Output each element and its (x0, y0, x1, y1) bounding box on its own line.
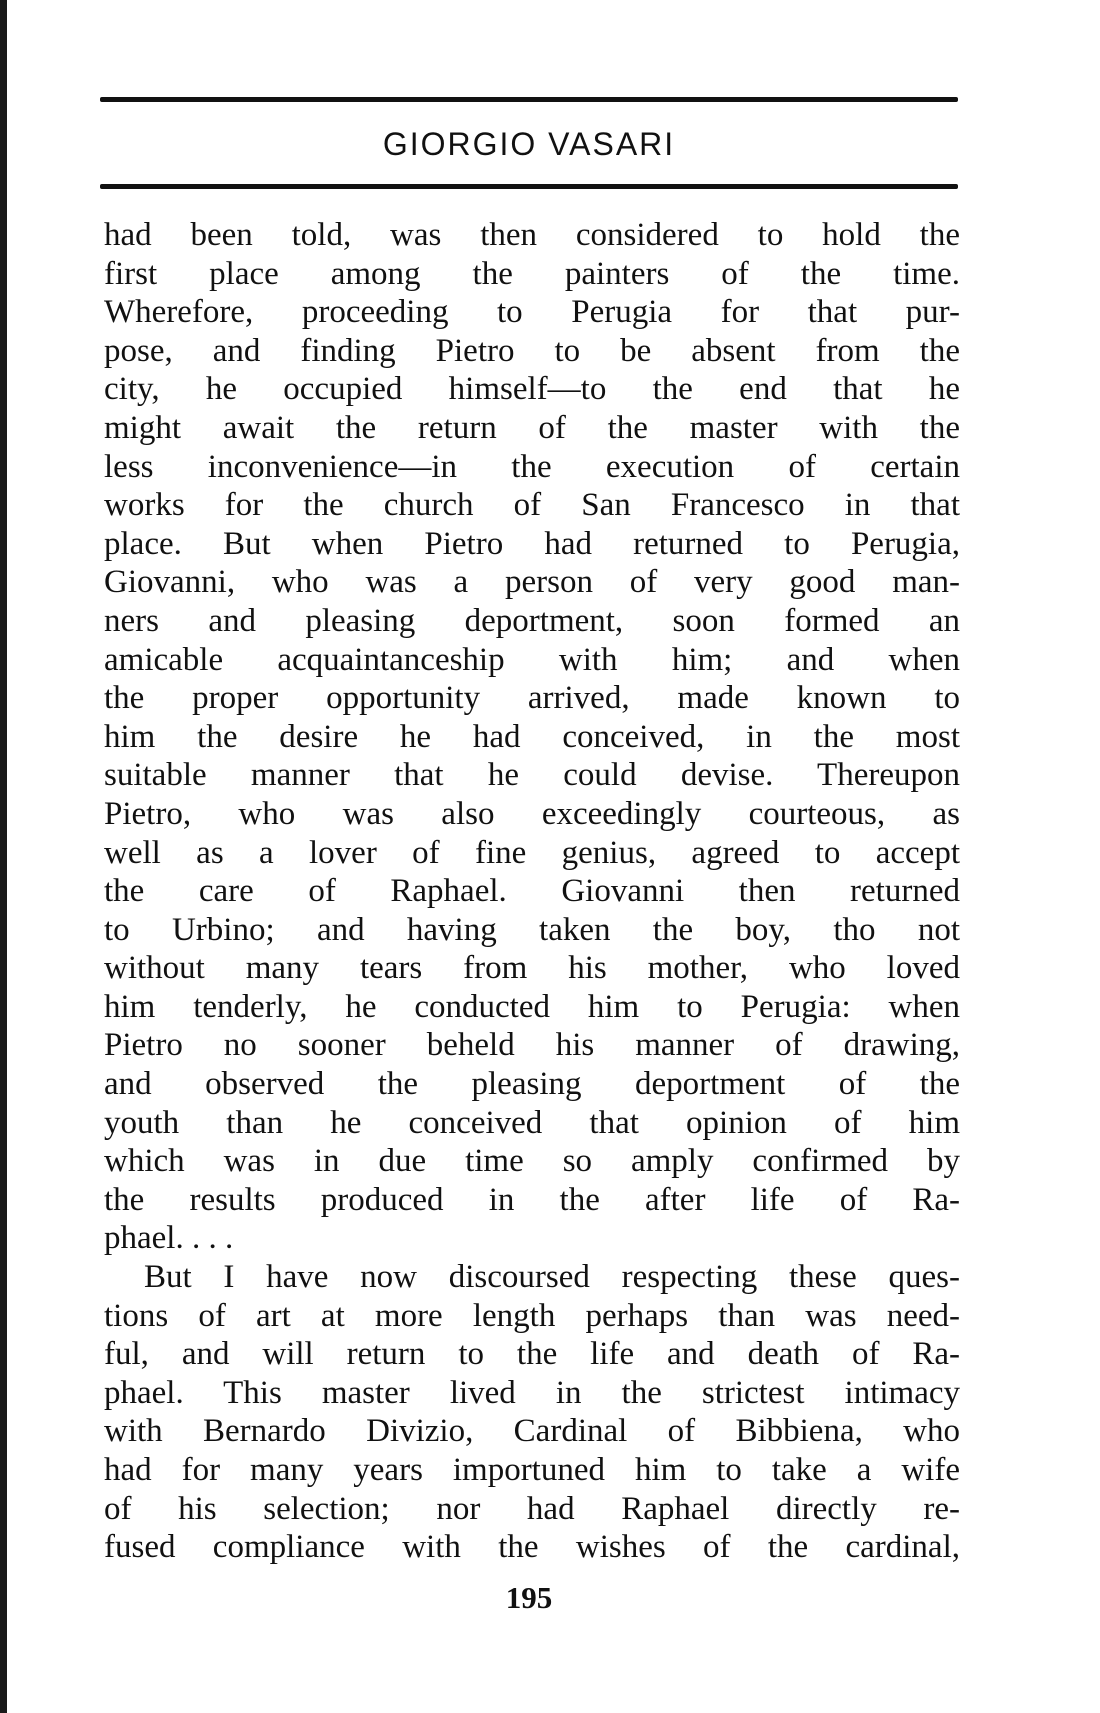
text-line: city, he occupied himself—to the end that he (104, 371, 960, 408)
text-line: him tenderly, he conducted him to Perugia: when (104, 988, 960, 1025)
text-line: ners and pleasing deportment, soon formed an (104, 602, 960, 639)
text-line: and observed the pleasing deportment of the (104, 1066, 960, 1103)
text-line: of his selection; nor had Raphael directly re- (104, 1490, 960, 1527)
text-line: suitable manner that he could devise. Thereupon (104, 757, 960, 794)
page-number: 195 (505, 1580, 553, 1615)
text-line: the care of Raphael. Giovanni then returned (104, 873, 960, 910)
text-line: him the desire he had conceived, in the most (104, 718, 960, 755)
text-line: well as a lover of fine genius, agreed to accept (104, 834, 960, 871)
body-text (104, 216, 960, 1567)
header-rule-bottom (100, 184, 958, 189)
text-line: phael. . . . (104, 1220, 234, 1257)
text-line: the results produced in the after life of Ra- (104, 1181, 960, 1218)
text-line: pose, and finding Pietro to be absent from the (104, 332, 960, 369)
running-head: GIORGIO VASARI (382, 126, 676, 162)
paragraph-1 (104, 216, 960, 1258)
text-line: had been told, was then considered to hold the (104, 217, 960, 253)
text-line: had for many years importuned him to take a wife (104, 1452, 960, 1488)
text-line: tions of art at more length perhaps than was need- (104, 1297, 960, 1334)
text-line: youth than he conceived that opinion of him (104, 1104, 960, 1141)
text-line: Pietro, who was also exceedingly courteous, as (104, 795, 960, 832)
text-line: works for the church of San Francesco in that (104, 487, 960, 524)
text-line: ful, and will return to the life and death of Ra- (104, 1336, 960, 1373)
text-line: amicable acquaintanceship with him; and when (104, 641, 960, 678)
header-rule-top (100, 97, 958, 102)
paragraph-2 (104, 1258, 960, 1567)
text-line: to Urbino; and having taken the boy, tho not (104, 911, 960, 948)
book-spine-shadow (0, 0, 7, 1713)
text-line: with Bernardo Divizio, Cardinal of Bibbiena, who (104, 1413, 960, 1450)
text-line: the proper opportunity arrived, made known to (104, 680, 960, 717)
text-line: phael. This master lived in the strictest intimacy (104, 1374, 960, 1411)
text-line: might await the return of the master with the (104, 409, 960, 446)
text-line: first place among the painters of the time. (104, 255, 960, 292)
text-line: which was in due time so amply confirmed by (104, 1143, 960, 1180)
text-line: But I have now discoursed respecting these ques- (144, 1259, 960, 1296)
text-line: place. But when Pietro had returned to Perugia, (104, 525, 960, 562)
text-line: without many tears from his mother, who loved (104, 950, 960, 987)
text-line: less inconvenience—in the execution of certain (104, 448, 960, 485)
text-line: Wherefore, proceeding to Perugia for that pur- (104, 294, 960, 331)
text-line: Giovanni, who was a person of very good man- (104, 564, 960, 601)
text-line: Pietro no sooner beheld his manner of drawing, (104, 1027, 960, 1064)
text-line: fused compliance with the wishes of the cardinal, (104, 1529, 960, 1566)
